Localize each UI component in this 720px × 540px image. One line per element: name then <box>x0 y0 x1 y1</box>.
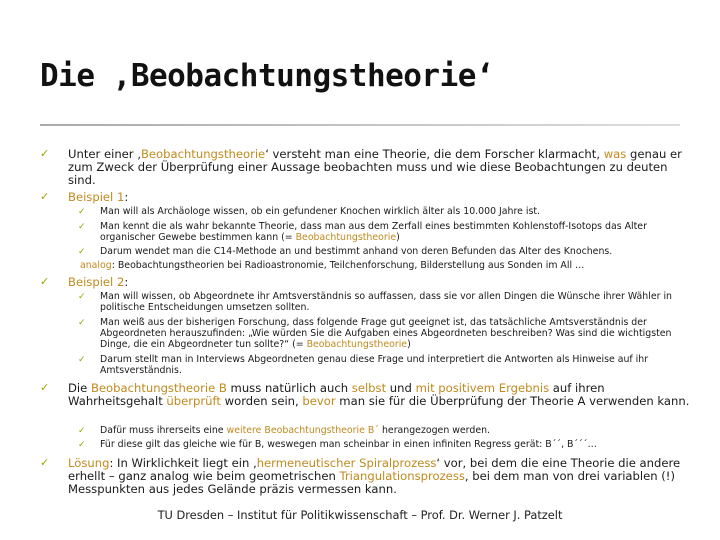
sub-bullet: ✓ Für diese gilt das gleiche wie für B, weswegen man scheinbar in einen infiniten Regress gerät: B´´, B´´´… <box>78 439 597 450</box>
bullet-theorie-b: ✓ Die Beobachtungstheorie B muss natürlich auch selbst und mit positivem Ergebnis auf ihren Wahrheitsgehalt überprüft worden sein, bevor man sie für die Überprüfung der Theorie A verwenden kann. <box>40 381 690 408</box>
checkmark-icon: ✓ <box>40 190 50 203</box>
sub-bullet: ✓ Darum stellt man in Interviews Abgeordneten genau diese Frage und interpretiert die Antworten als Hinweise auf ihr Amtsverständnis. <box>78 354 649 376</box>
sub-bullet: ✓ Man weiß aus der bisherigen Forschung, dass folgende Frage gut geeignet ist, das tatsächliche Amtsverständnis der Abgeordneten herauszufinden: „Wie würden Sie die Aufgaben eines Abgeordneten beschreiben? Was sind die wichtigsten Dinge, die ein Abgeordneter tun sollte?“ (= Beobachtungstheorie) <box>78 317 672 350</box>
checkmark-icon: ✓ <box>78 247 86 257</box>
sub-bullet: ✓ Man kennt die als wahr bekannte Theorie, dass man aus dem Zerfall eines bestimmten Kohlenstoff-Isotops das Alter organischer Gewebe bestimmen kann (= Beobachtungstheorie) <box>78 221 647 243</box>
checkmark-icon: ✓ <box>78 222 86 232</box>
sub-bullet: ✓ Man will als Archäologe wissen, ob ein gefundener Knochen wirklich älter als 10.000 Jahre ist. <box>78 206 541 217</box>
sub-bullet: ✓ Dafür muss ihrerseits eine weitere Beobachtungstheorie B´ herangezogen werden. <box>78 425 491 436</box>
bullet-loesung: ✓ Lösung: In Wirklichkeit liegt ein ‚hermeneutischer Spiralprozess‘ vor, bei dem die eine Theorie die andere erhellt – ganz analog wie beim geometrischen Triangulationsprozess, bei dem man von drei variablen (!) Messpunkten aus jedes Gelände präzis vermessen kann. <box>40 456 681 496</box>
bullet-beispiel-2: ✓ Beispiel 2: <box>40 275 129 289</box>
checkmark-icon: ✓ <box>78 355 86 365</box>
bullet-definition: ✓ Unter einer ‚Beobachtungstheorie‘ versteht man eine Theorie, die dem Forscher klarmacht, was genau er zum Zweck der Überprüfung einer Aussage beobachten muss und wie diese Beobachtungen zu deuten sind. <box>40 147 682 187</box>
slide-title: Die ‚Beobachtungstheorie‘ <box>40 58 495 94</box>
checkmark-icon: ✓ <box>78 426 86 436</box>
checkmark-icon: ✓ <box>78 292 86 302</box>
checkmark-icon: ✓ <box>78 318 86 328</box>
checkmark-icon: ✓ <box>40 275 50 288</box>
checkmark-icon: ✓ <box>40 147 50 160</box>
footer: TU Dresden – Institut für Politikwissenschaft – Prof. Dr. Werner J. Patzelt <box>157 508 563 522</box>
checkmark-icon: ✓ <box>78 207 86 217</box>
checkmark-icon: ✓ <box>40 456 50 469</box>
sub-bullet: ✓ Man will wissen, ob Abgeordnete ihr Amtsverständnis so auffassen, dass sie vor allen Dingen die Wünsche ihrer Wähler in politische Entscheidungen umsetzen sollten. <box>78 291 672 313</box>
analog-note: analog: Beobachtungstheorien bei Radioastronomie, Teilchenforschung, Bilderstellung aus Sonden im All … <box>80 260 585 271</box>
checkmark-icon: ✓ <box>40 381 50 394</box>
sub-bullet: ✓ Darum wendet man die C14-Methode an und bestimmt anhand von deren Befunden das Alter des Knochens. <box>78 246 613 257</box>
checkmark-icon: ✓ <box>78 440 86 450</box>
bullet-beispiel-1: ✓ Beispiel 1: <box>40 190 129 204</box>
title-rule <box>40 124 680 126</box>
